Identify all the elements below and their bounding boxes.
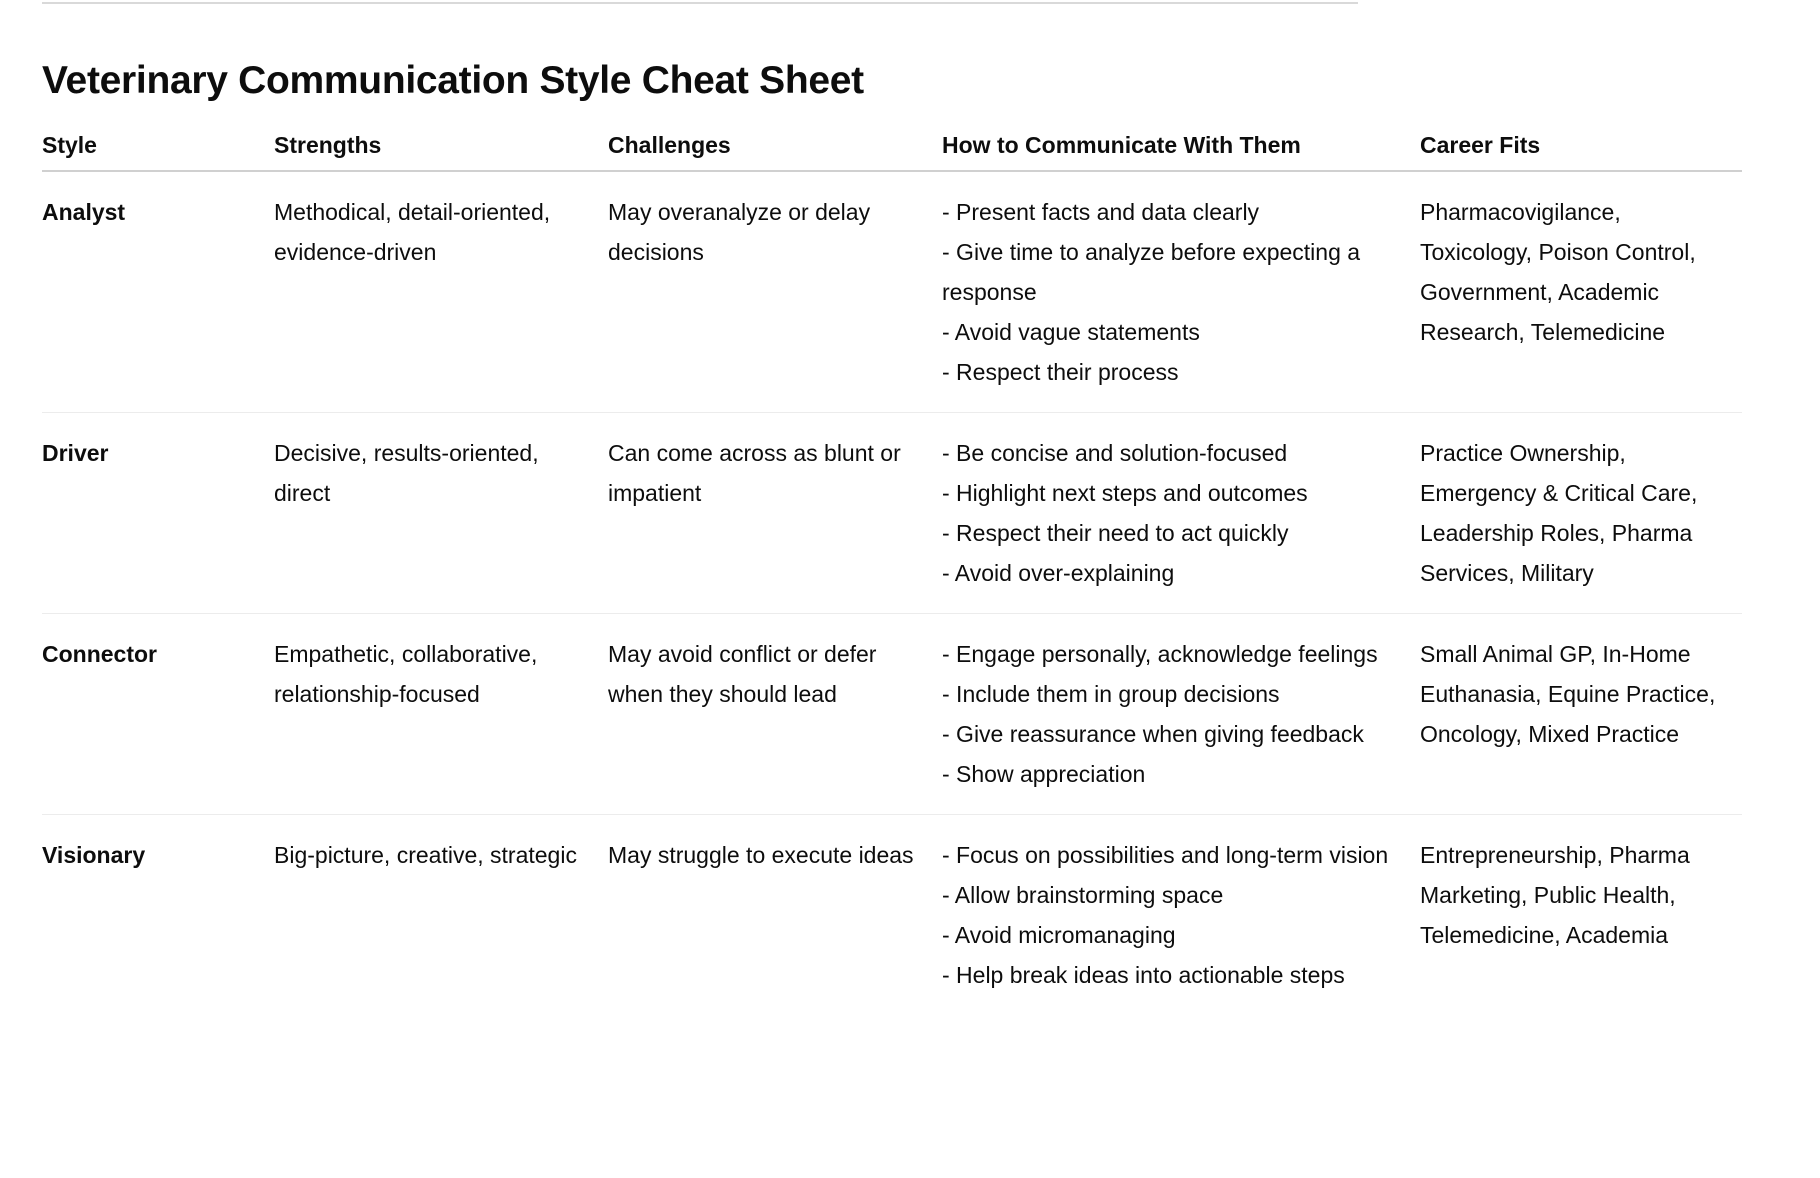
style-cell: Driver (42, 413, 274, 614)
tip-item: - Focus on possibilities and long-term vision (942, 842, 1389, 868)
style-cell: Visionary (42, 842, 146, 868)
how-to-communicate-cell (942, 614, 1420, 815)
career-fits-cell: Small Animal GP, In-Home Euthanasia, Equine Practice, Oncology, Mixed Practice (1420, 614, 1742, 815)
table-row (42, 815, 1742, 1016)
tip-item: - Include them in group decisions (942, 681, 1280, 707)
style-cell: Connector (42, 614, 274, 815)
document (42, 56, 1742, 1015)
tip-item: - Give time to analyze before expecting a response (942, 239, 1361, 305)
challenges-cell: May struggle to execute ideas (608, 842, 914, 868)
header-career-fits: Career Fits (1420, 130, 1742, 171)
challenges-cell: May overanalyze or delay decisions (608, 171, 942, 413)
strengths-cell: Methodical, detail-oriented, evidence-driven (274, 171, 608, 413)
style-cell: Analyst (42, 171, 274, 413)
tip-item: - Present facts and data clearly (942, 199, 1260, 225)
table-row (42, 171, 1742, 413)
challenges-cell: Can come across as blunt or impatient (608, 413, 942, 614)
tip-item: - Engage personally, acknowledge feelings (942, 641, 1378, 667)
header-how-to-communicate: How to Communicate With Them (942, 130, 1420, 171)
tip-item: - Avoid micromanaging (942, 922, 1176, 948)
how-to-communicate-cell (942, 413, 1420, 614)
tip-item: - Respect their need to act quickly (942, 520, 1289, 546)
tip-item: - Respect their process (942, 359, 1179, 385)
header-style: Style (42, 130, 274, 171)
table-row (42, 413, 1742, 614)
strengths-cell: Big-picture, creative, strategic (274, 842, 577, 868)
tip-item: - Show appreciation (942, 761, 1146, 787)
strengths-cell: Empathetic, collaborative, relationship-focused (274, 614, 608, 815)
header-strengths: Strengths (274, 130, 608, 171)
table-row (42, 614, 1742, 815)
career-fits-cell: Pharmacovigilance, Toxicology, Poison Control, Government, Academic Research, Telemedicine (1420, 171, 1742, 413)
cheat-sheet-table (42, 130, 1742, 1015)
table-header-row (42, 130, 1742, 171)
career-fits-cell: Entrepreneurship, Pharma Marketing, Public Health, Telemedicine, Academia (1420, 842, 1690, 948)
how-to-communicate-cell (942, 815, 1420, 1016)
top-divider (42, 2, 1358, 4)
page-title: Veterinary Communication Style Cheat Sheet (42, 59, 864, 102)
header-challenges: Challenges (608, 130, 942, 171)
tip-item: - Be concise and solution-focused (942, 440, 1288, 466)
career-fits-cell: Practice Ownership, Emergency & Critical Care, Leadership Roles, Pharma Services, Military (1420, 413, 1742, 614)
tip-item: - Give reassurance when giving feedback (942, 721, 1364, 747)
tip-item: - Avoid over-explaining (942, 560, 1175, 586)
tip-item: - Highlight next steps and outcomes (942, 480, 1308, 506)
tip-item: - Allow brainstorming space (942, 882, 1224, 908)
strengths-cell: Decisive, results-oriented, direct (274, 413, 608, 614)
challenges-cell: May avoid conflict or defer when they should lead (608, 614, 942, 815)
tip-item: - Avoid vague statements (942, 319, 1200, 345)
how-to-communicate-cell (942, 171, 1420, 413)
tip-item: - Help break ideas into actionable steps (942, 962, 1345, 988)
